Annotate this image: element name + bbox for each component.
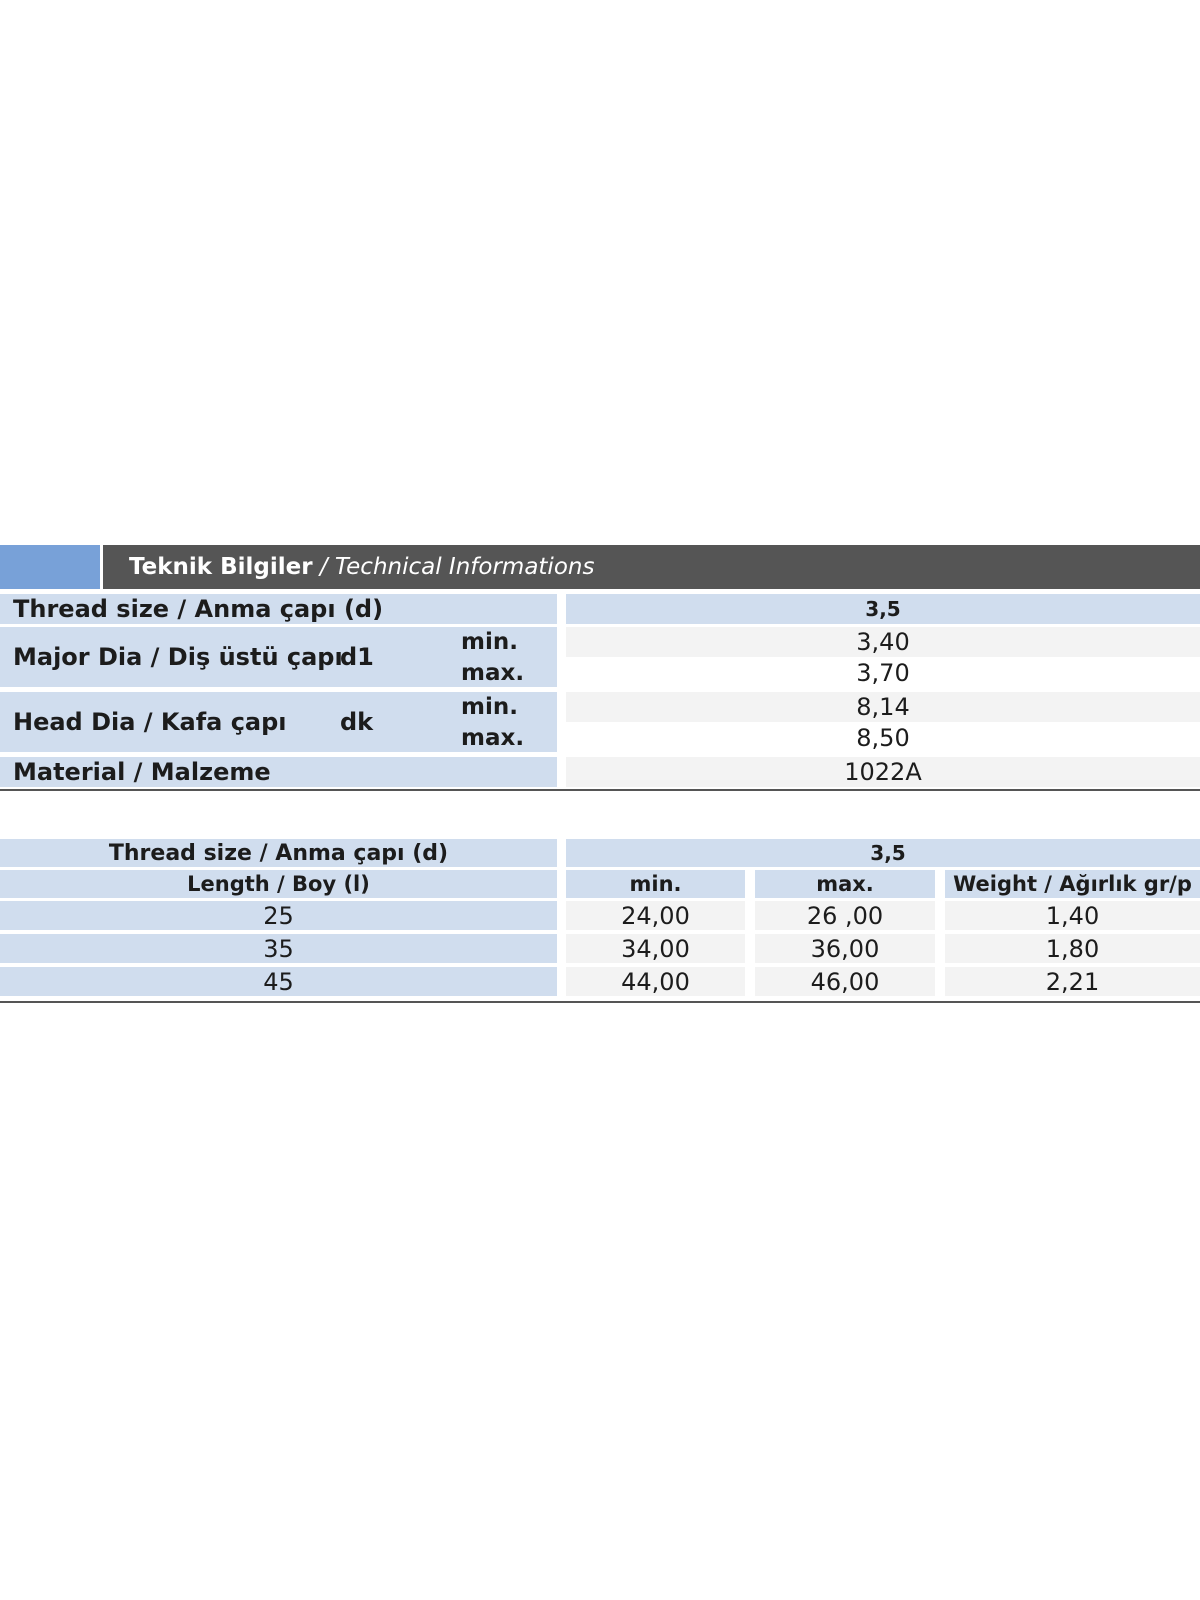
row2-weight: 1,80	[1045, 934, 1100, 963]
col-length-header	[0, 870, 557, 898]
head-dia-min-label: min.	[461, 694, 518, 720]
head-dia-max	[566, 723, 1200, 753]
row2-min: 34,00	[621, 934, 690, 963]
col-weight-header-text: Weight / Ağırlık gr/p	[953, 872, 1192, 896]
length-thread-label-text: Thread size / Anma çapı (d)	[108, 840, 449, 866]
table-row-min	[566, 934, 745, 963]
major-dia-min-text: 3,40	[856, 628, 910, 656]
major-dia-min-label: min.	[461, 629, 518, 655]
major-dia-label-cell	[0, 627, 557, 687]
table-row-max	[755, 967, 935, 996]
col-weight-header	[945, 870, 1200, 898]
col-min-header	[566, 870, 745, 898]
row3-length: 45	[263, 967, 294, 996]
row3-min: 44,00	[621, 967, 690, 996]
thread-size-value-text: 3,5	[865, 597, 901, 621]
table-row-weight	[945, 967, 1200, 996]
head-dia-label: Head Dia / Kafa çapı	[13, 708, 287, 736]
length-thread-value	[566, 839, 1200, 867]
head-dia-min	[566, 692, 1200, 722]
table-row-max	[755, 934, 935, 963]
section-title-tr: Teknik Bilgiler	[129, 554, 313, 580]
col-max-header-text: max.	[816, 872, 874, 896]
col-max-header	[755, 870, 935, 898]
material-label	[0, 757, 557, 787]
major-dia-max-text: 3,70	[856, 659, 910, 687]
table-row-length	[0, 967, 557, 996]
length-table-rule	[0, 1001, 1200, 1003]
table-row-min	[566, 967, 745, 996]
row3-weight: 2,21	[1045, 967, 1100, 996]
col-length-header-text: Length / Boy (l)	[187, 872, 370, 896]
row1-weight: 1,40	[1045, 901, 1100, 930]
section-title	[103, 545, 1200, 589]
major-dia-max	[566, 658, 1200, 688]
major-dia-max-label: max.	[461, 660, 525, 686]
row3-max: 46,00	[810, 967, 880, 996]
table-row-length	[0, 901, 557, 930]
table-row-weight	[945, 901, 1200, 930]
material-value-text: 1022A	[844, 758, 922, 786]
row1-min: 24,00	[621, 901, 690, 930]
section-title-en: / Technical Informations	[319, 554, 595, 580]
row1-max: 26 ,00	[806, 901, 884, 930]
thread-size-value	[566, 594, 1200, 624]
head-dia-max-text: 8,50	[856, 724, 910, 752]
table-row-min	[566, 901, 745, 930]
length-thread-label	[0, 839, 557, 867]
material-label-text: Material / Malzeme	[13, 758, 271, 786]
length-thread-value-text: 3,5	[870, 841, 906, 865]
header-accent	[0, 545, 100, 589]
thread-size-label-text: Thread size / Anma çapı (d)	[13, 595, 384, 623]
head-dia-min-text: 8,14	[856, 693, 910, 721]
thread-size-label	[0, 594, 557, 624]
col-min-header-text: min.	[629, 872, 682, 896]
head-dia-symbol: dk	[340, 708, 374, 736]
major-dia-label: Major Dia / Diş üstü çapı	[13, 643, 343, 671]
row1-length: 25	[263, 901, 294, 930]
material-value	[566, 757, 1200, 787]
head-dia-label-cell	[0, 692, 557, 752]
spec-table-rule	[0, 789, 1200, 791]
row2-max: 36,00	[810, 934, 880, 963]
head-dia-max-label: max.	[461, 725, 525, 751]
table-row-length	[0, 934, 557, 963]
major-dia-symbol: d1	[340, 643, 374, 671]
table-row-weight	[945, 934, 1200, 963]
table-row-max	[755, 901, 935, 930]
major-dia-min	[566, 627, 1200, 657]
row2-length: 35	[263, 934, 294, 963]
